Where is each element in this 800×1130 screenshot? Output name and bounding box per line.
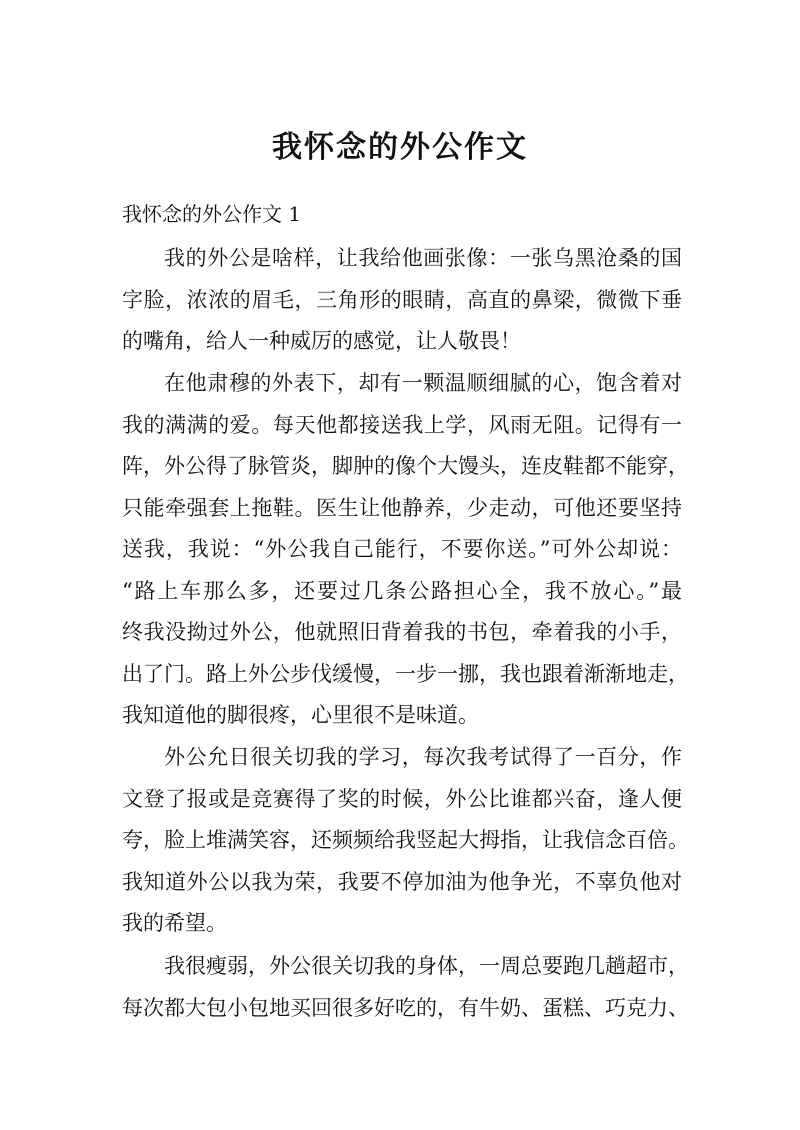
document-title: 我怀念的外公作文 <box>272 130 528 165</box>
paragraph-4 <box>122 946 689 1029</box>
paragraph-1 <box>122 238 682 363</box>
text-line: 夸，脸上堆满笑容，还频频给我竖起大拇指，让我信念百倍。 <box>122 828 689 852</box>
text-line: 阵，外公得了脉管炎，脚肿的像个大馒头，连皮鞋都不能穿， <box>122 454 689 478</box>
text-line: 只能牵强套上拖鞋。医生让他静养，少走动，可他还要坚持 <box>122 495 682 520</box>
text-line: 外公允日很关切我的学习，每次我考试得了一百分，作 <box>164 745 682 769</box>
text-line: 字脸，浓浓的眉毛，三角形的眼睛，高直的鼻梁，微微下垂 <box>122 287 682 312</box>
text-line: 每次都大包小包地买回很多好吃的，有牛奶、蛋糕、巧克力、 <box>122 995 689 1020</box>
text-line: 的嘴角，给人一种威厉的感觉，让人敬畏！ <box>122 329 521 353</box>
text-line: 送我，我说：“外公我自己能行，不要你送。”可外公却说： <box>122 537 682 561</box>
text-line: 我知道外公以我为荣，我要不停加油为他争光，不辜负他对 <box>122 869 682 894</box>
section-heading: 我怀念的外公作文 1 <box>122 202 302 226</box>
text-line: 我的满满的爱。每天他都接送我上学，风雨无阻。记得有一 <box>122 412 682 437</box>
paragraph-3 <box>122 737 689 945</box>
text-line: 出了门。路上外公步伐缓慢，一步一挪，我也跟着渐渐地走， <box>122 661 689 686</box>
text-line: 我很瘦弱，外公很关切我的身体，一周总要跑几趟超市， <box>164 954 689 978</box>
text-line: 我知道他的脚很疼，心里很不是味道。 <box>122 703 479 727</box>
text-line: 我的外公是啥样，让我给他画张像：一张乌黑沧桑的国 <box>164 246 682 270</box>
paragraph-2 <box>122 363 689 737</box>
text-line: “路上车那么多，还要过几条公路担心全，我不放心。”最 <box>122 578 682 603</box>
text-line: 终我没拗过外公，他就照旧背着我的书包，牵着我的小手， <box>122 620 682 644</box>
text-line: 在他肃穆的外表下，却有一颗温顺细腻的心，饱含着对 <box>164 371 682 395</box>
text-line: 我的希望。 <box>122 911 227 935</box>
text-line: 文登了报或是竞赛得了奖的时候，外公比谁都兴奋，逢人便 <box>122 786 682 811</box>
